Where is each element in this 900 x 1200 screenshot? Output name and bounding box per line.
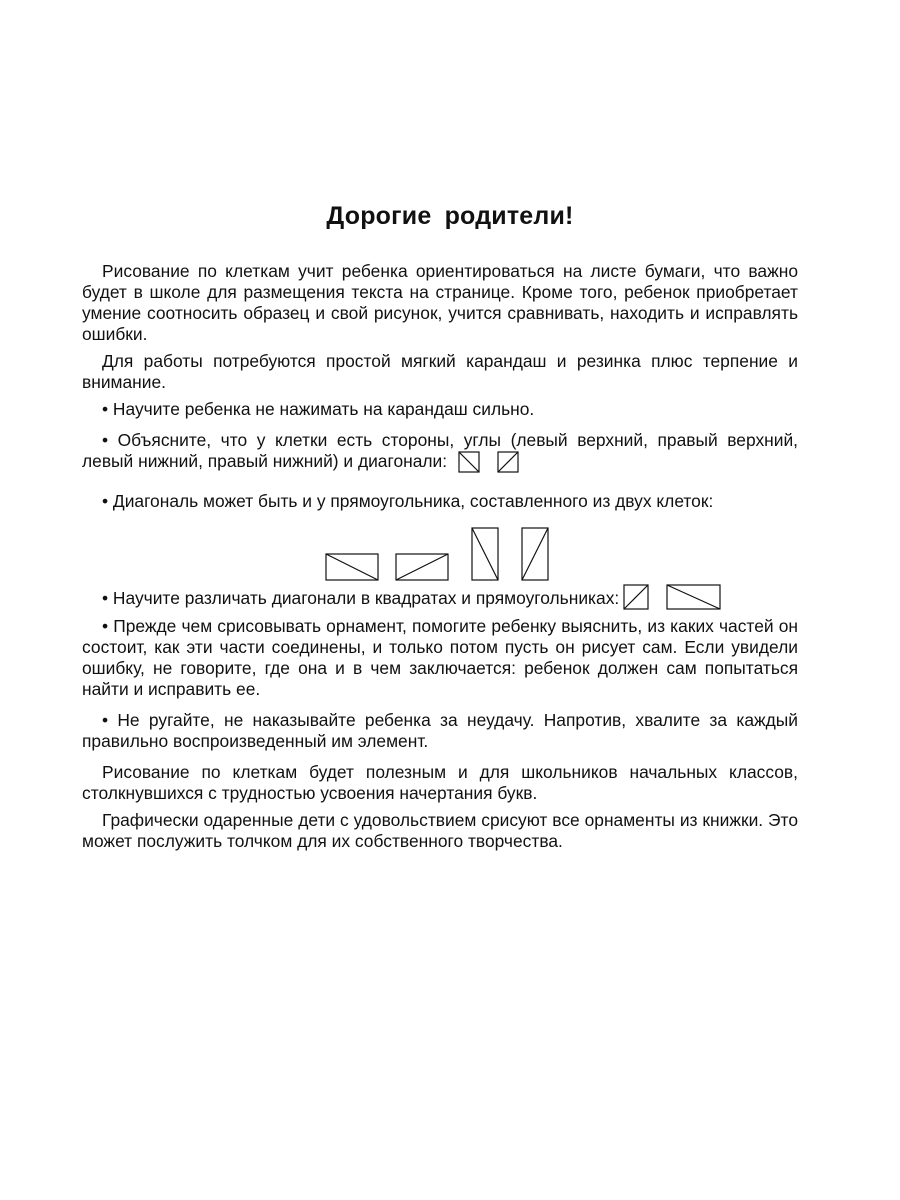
bullet-distinguish-diagonals <box>82 584 798 610</box>
body-text <box>82 261 798 852</box>
bullet-no-scolding: • Не ругайте, не наказывайте ребенка за неудачу. Напротив, хвалите за каждый правильно воспроизведенный им элемент. <box>82 710 798 751</box>
bullet-ornament: • Прежде чем срисовывать орнамент, помогите ребенку выяснить, из каких частей он состоит, как эти части соединены, и только потом пусть он рисует сам. Если увидели ошибку, не говорите, где она и в чем заключается: ребенок должен сам попытаться найти и исправить ее. <box>82 616 798 699</box>
bullet-distinguish-text: • Научите различать диагонали в квадратах и прямоугольниках: <box>102 588 620 608</box>
cell-diagonals-figure <box>451 451 521 473</box>
square-diagonal-up-line <box>498 452 518 472</box>
bullet-cell-parts-text: • Объясните, что у клетки есть стороны, углы (левый верхний, правый верхний, левый нижний, правый нижний) и диагонали: <box>82 430 798 471</box>
rectangle-diagonals-figure <box>82 526 798 582</box>
paragraph-schoolchildren: Рисование по клеткам будет полезным и для школьников начальных классов, столкнувшихся с трудностью усвоения начертания букв. <box>82 762 798 803</box>
paragraph-intro: Рисование по клеткам учит ребенка ориентироваться на листе бумаги, что важно будет в школе для размещения текста на странице. Кроме того, ребенок приобретает умение соотносить образец и свой рисунок, учится сравнивать, находить и исправлять ошибки. <box>82 261 798 344</box>
bullet-pressure: • Научите ребенка не нажимать на карандаш сильно. <box>102 399 535 419</box>
bullet-cell-parts <box>82 430 798 473</box>
bullet-rectangle-diagonal: • Диагональ может быть и у прямоугольника, составленного из двух клеток: <box>102 491 714 511</box>
page-title: Дорогие родители! <box>326 202 574 230</box>
distinguish-diagonals-figure <box>623 584 723 610</box>
paragraph-materials: Для работы потребуются простой мягкий карандаш и резинка плюс терпение и внимание. <box>82 351 798 392</box>
paragraph-gifted: Графически одаренные дети с удовольствием срисуют все орнаменты из книжки. Это может послужить толчком для их собственного творчества. <box>82 810 798 851</box>
square-diagonal-down-line <box>459 452 479 472</box>
